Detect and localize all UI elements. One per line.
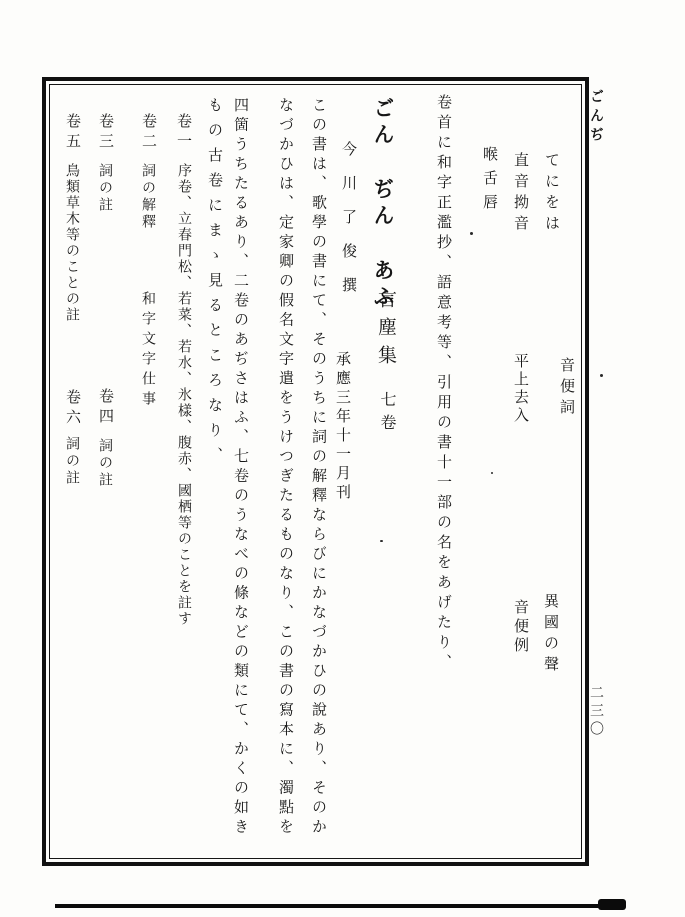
section-onbinshi: 音便詞 [558,357,576,420]
section-kozetsushin: 喉舌唇 [481,146,499,218]
ink-speck [380,540,383,542]
body-line-4: もの古卷にまゝ見るところなり、 [206,97,224,472]
toc-vol3-desc: 詞の註 [97,163,113,214]
section-chokuon-yoon: 直音拗音 [512,152,530,236]
toc-vol4-desc: 詞の註 [97,438,113,489]
entry-author: 今川了俊撰 [340,141,358,311]
scan-edge-line [55,904,620,908]
toc-vol2-label: 卷二 [140,113,158,153]
toc-vol6-label: 卷六 [64,389,82,429]
prev-entry-note: 卷首に和字正濫抄、語意考等、引用の書十一部の名をあげたり、 [435,94,453,674]
toc-vol1-desc: 序卷、立春門松、若菜、若水、氷樣、腹赤、國栖等のことを註す [176,163,192,627]
page-number: 二三〇 [588,685,604,739]
section-onbinrei: 音便例 [512,599,530,656]
toc-vol2-desc-1: 詞の解釋 [140,163,156,231]
ink-speck [600,374,603,377]
toc-vol2-desc-2: 和字文字仕事 [140,291,156,411]
ink-speck [491,472,493,474]
toc-vol5-desc: 鳥類草木等のことの註 [64,163,80,323]
toc-vol3-label: 卷三 [97,113,115,153]
body-line-3: 四箇うちたるあり、二卷のあぢさはふ、七卷のうなべの條などの類にて、かくの如き [232,97,250,838]
section-ikoku-no-koe: 異國の聲 [542,593,560,677]
body-line-1: この書は、歌學の書にて、そのうちに詞の解釋ならびにかなづかひの說あり、そのか [310,97,328,838]
toc-vol5-label: 卷五 [64,113,82,153]
section-tenioha: てにをは [543,152,561,236]
toc-vol4-label: 卷四 [97,388,115,428]
toc-vol1-label: 卷一 [175,113,193,153]
entry-volume-count: 七卷 [378,391,397,437]
ink-speck [470,232,473,235]
body-line-2: なづかひは、定家卿の假名文字遣をうけつぎたるものなり、この書の寫本に、濁點を [277,97,295,838]
entry-headword: ごん ぢん あふ [371,97,395,311]
running-title: ごんぢ [588,89,604,146]
toc-vol6-desc: 詞の註 [64,436,80,487]
entry-publication: 承應三年十一月刊 [334,351,352,503]
section-hyojokyonyu: 平上去入 [512,353,530,425]
scan-edge-blob [598,899,626,910]
entry-title: 言塵集 [375,289,397,373]
